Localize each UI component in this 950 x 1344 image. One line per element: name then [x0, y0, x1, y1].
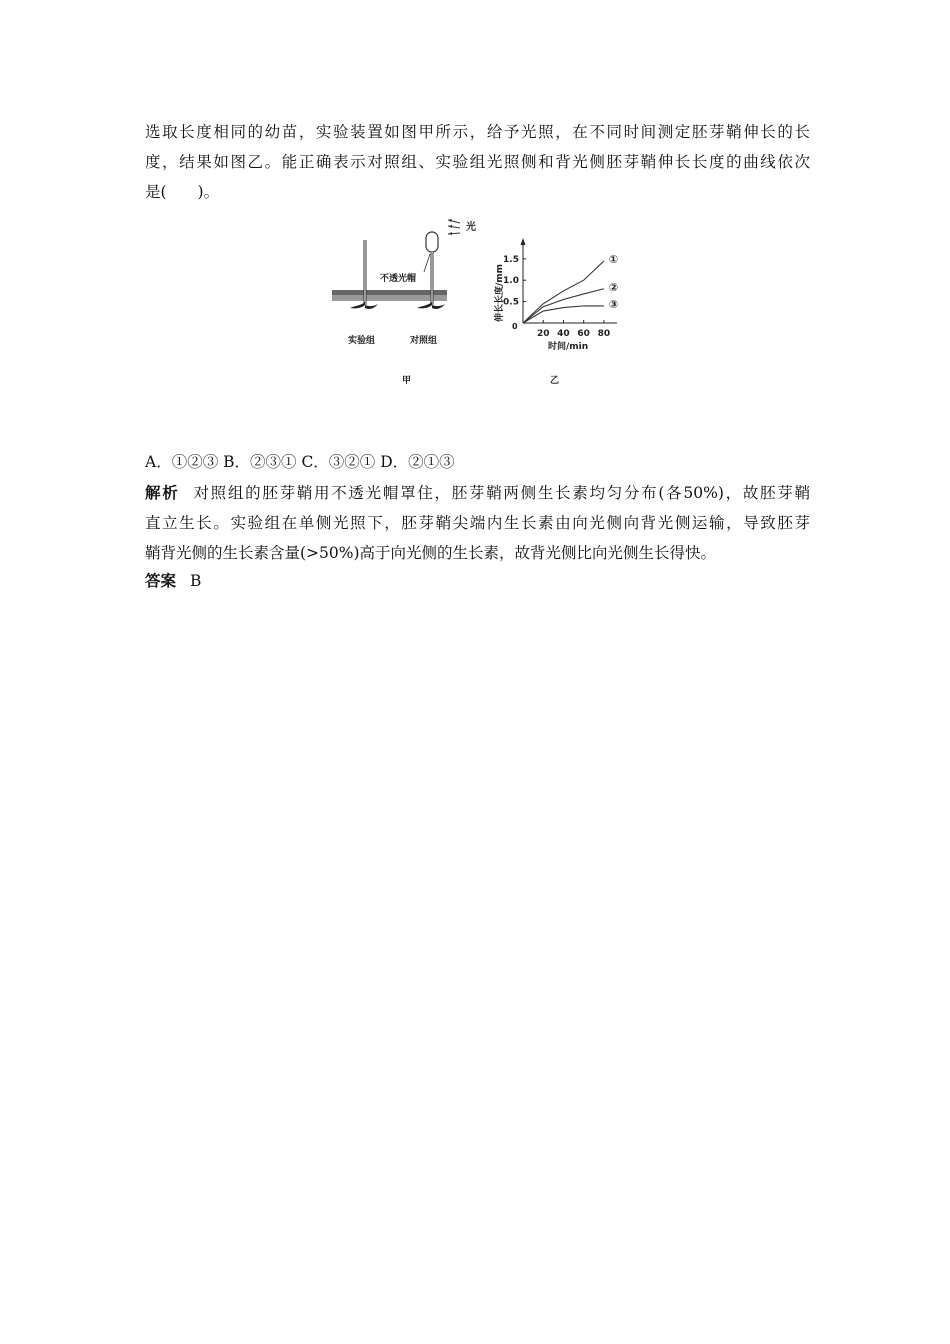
- series-label-3: ③: [608, 297, 619, 311]
- analysis-line-2: 直立生长。实验组在单侧光照下，胚芽鞘尖端内生长素由向光侧向背光侧运输，导致胚芽: [145, 514, 810, 532]
- y-tick-label: 0.5: [503, 297, 519, 308]
- light-label: 光: [466, 222, 476, 233]
- answer-section: [145, 566, 201, 596]
- ctrl-leaf-left: [417, 302, 432, 308]
- cap-label: 不透光帽: [380, 274, 417, 284]
- answer-options: A．①②③ B．②③① C．③②① D．②①③: [145, 453, 455, 471]
- exp-group-label: 实验组: [348, 336, 376, 346]
- x-tick-label: 20: [536, 329, 550, 339]
- ctrl-leaf-right: [432, 304, 445, 309]
- x-tick-label: 60: [577, 329, 590, 339]
- exp-leaf-right: [365, 304, 378, 309]
- chart-origin-label: 0: [512, 322, 518, 331]
- series-label-1: ①: [608, 252, 619, 266]
- question-text: [145, 117, 810, 207]
- series-label-2: ②: [608, 280, 619, 294]
- figure-svg: [320, 210, 640, 395]
- analysis-section: [145, 478, 810, 568]
- light-arrows-icon: [448, 219, 460, 235]
- y-tick-label: 1.0: [503, 276, 519, 287]
- answer-label: 答案: [145, 572, 177, 590]
- panel-b-label: 乙: [550, 376, 560, 386]
- question-line-3: 是( )。: [145, 183, 220, 201]
- y-tick-label: 1.5: [503, 254, 519, 265]
- analysis-line-3: 鞘背光侧的生长素含量(>50%)高于向光侧的生长素，故背光侧比向光侧生长得快。: [145, 544, 717, 562]
- analysis-line-1: [145, 478, 810, 508]
- growth-chart: [493, 238, 618, 352]
- x-tick-label: 80: [597, 329, 611, 339]
- question-line-2: 度，结果如图乙。能正确表示对照组、实验组光照侧和背光侧胚芽鞘伸长长度的曲线依次: [145, 153, 810, 171]
- cap-pointer-line: [424, 254, 430, 272]
- answer-value: B: [190, 572, 202, 590]
- soil-layer-top: [332, 290, 447, 295]
- chart-xlabel: 时间/min: [548, 342, 589, 352]
- panel-a-label: 甲: [402, 376, 412, 386]
- analysis-label: 解析: [145, 484, 180, 502]
- experiment-figure: [320, 210, 640, 395]
- analysis-line-1-text: 对照组的胚芽鞘用不透光帽罩住，胚芽鞘两侧生长素均匀分布(各50%)，故胚芽鞘: [193, 484, 810, 502]
- opaque-cap: [426, 232, 438, 252]
- y-axis-arrow-icon: [521, 238, 526, 245]
- soil-layer-bottom: [332, 295, 447, 301]
- exp-leaf-left: [350, 302, 365, 308]
- question-line-1: 选取长度相同的幼苗，实验装置如图甲所示，给予光照，在不同时间测定胚芽鞘伸长的长: [145, 123, 810, 141]
- ctrl-group-label: 对照组: [410, 336, 438, 346]
- chart-ylabel: 伸长长度/mm: [495, 263, 505, 322]
- x-tick-label: 40: [557, 329, 570, 339]
